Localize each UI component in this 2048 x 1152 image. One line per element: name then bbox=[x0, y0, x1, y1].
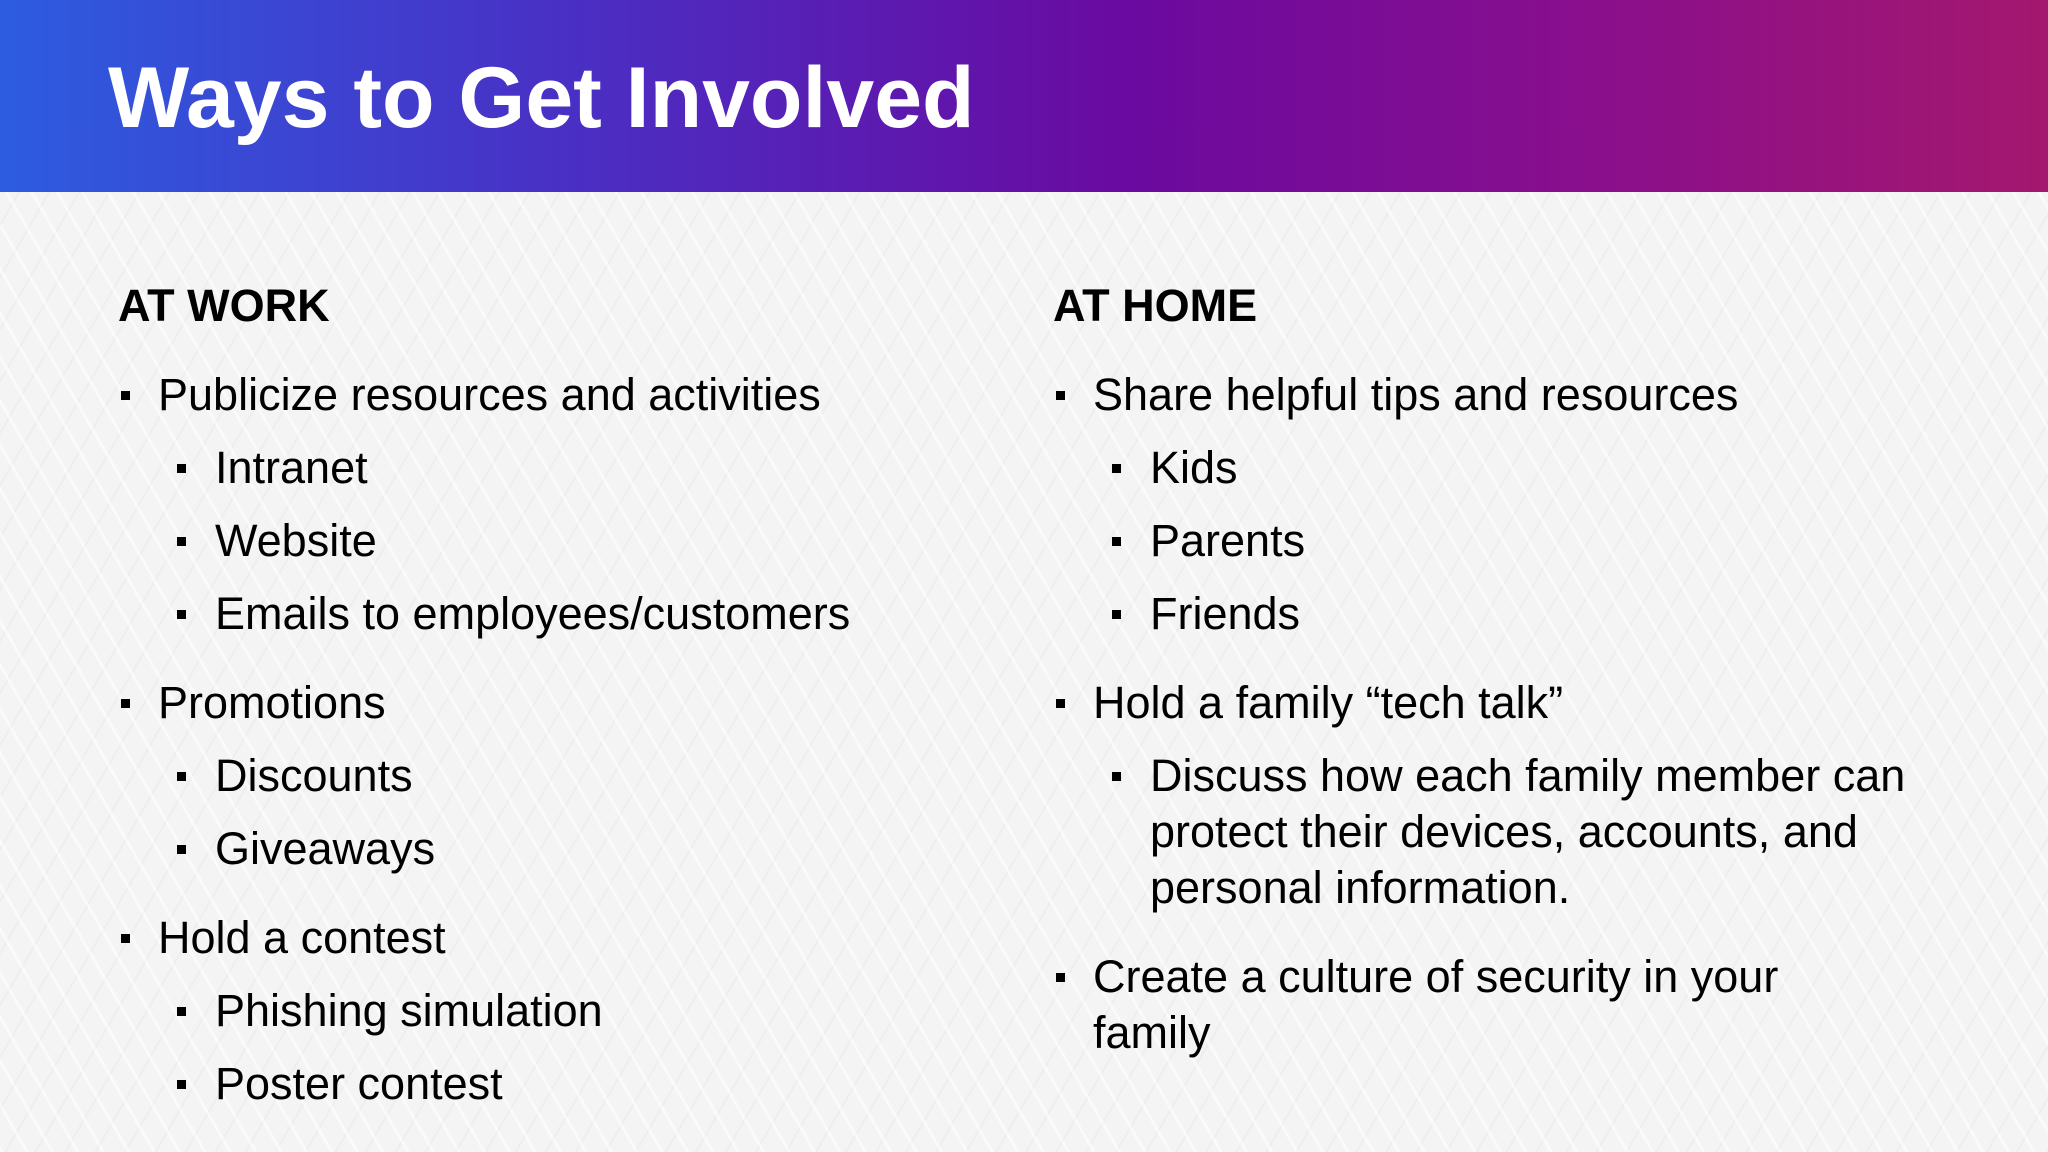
at-work-heading: AT WORK bbox=[118, 280, 330, 331]
sub-bullet-text: Parents bbox=[1150, 515, 1306, 566]
bullet-text: Hold a contest bbox=[158, 912, 446, 963]
sub-bullet-item bbox=[175, 586, 1038, 642]
square-bullet-icon bbox=[1112, 464, 1121, 473]
square-bullet-icon bbox=[177, 537, 186, 546]
sub-bullet-item bbox=[1110, 440, 1973, 496]
square-bullet-icon bbox=[121, 934, 130, 943]
bullet-group bbox=[1053, 949, 1973, 1061]
square-bullet-icon bbox=[1056, 391, 1065, 400]
square-bullet-icon bbox=[1112, 610, 1121, 619]
bullet-group bbox=[1053, 675, 1973, 916]
sub-bullet-item bbox=[175, 440, 1038, 496]
bullet-group bbox=[118, 675, 1038, 877]
square-bullet-icon bbox=[177, 610, 186, 619]
bullet-item bbox=[1053, 949, 1873, 1061]
bullet-group bbox=[118, 910, 1038, 1112]
sub-bullet-item bbox=[1110, 586, 1973, 642]
bullet-item bbox=[118, 367, 1038, 423]
sub-bullet-text: Poster contest bbox=[215, 1058, 503, 1109]
bullet-group bbox=[1053, 367, 1973, 642]
square-bullet-icon bbox=[1056, 973, 1065, 982]
sub-bullet-item bbox=[175, 748, 1038, 804]
slide-title: Ways to Get Involved bbox=[108, 50, 975, 146]
square-bullet-icon bbox=[177, 1080, 186, 1089]
bullet-text: Publicize resources and activities bbox=[158, 369, 821, 420]
sub-bullet-text: Intranet bbox=[215, 442, 368, 493]
at-home-heading: AT HOME bbox=[1053, 280, 1258, 331]
bullet-text: Create a culture of security in your family bbox=[1093, 951, 1779, 1058]
bullet-item bbox=[118, 675, 1038, 731]
sub-bullet-text: Website bbox=[215, 515, 377, 566]
bullet-text: Share helpful tips and resources bbox=[1093, 369, 1739, 420]
title-banner bbox=[0, 0, 2048, 192]
square-bullet-icon bbox=[121, 391, 130, 400]
sub-bullet-item bbox=[175, 513, 1038, 569]
sub-bullet-text: Giveaways bbox=[215, 823, 436, 874]
sub-bullet-text: Kids bbox=[1150, 442, 1238, 493]
sub-bullet-text: Friends bbox=[1150, 588, 1301, 639]
sub-bullet-text: Emails to employees/customers bbox=[215, 588, 851, 639]
bullet-text: Promotions bbox=[158, 677, 386, 728]
square-bullet-icon bbox=[1112, 537, 1121, 546]
square-bullet-icon bbox=[1056, 699, 1065, 708]
bullet-item bbox=[1053, 675, 1973, 731]
sub-bullet-text: Discuss how each family member can protect their devices, accounts, and personal information. bbox=[1150, 750, 1906, 913]
square-bullet-icon bbox=[177, 1007, 186, 1016]
sub-bullet-item bbox=[175, 821, 1038, 877]
bullet-group bbox=[118, 367, 1038, 642]
square-bullet-icon bbox=[177, 772, 186, 781]
at-home-column bbox=[1053, 278, 1973, 1061]
bullet-text: Hold a family “tech talk” bbox=[1093, 677, 1564, 728]
sub-bullet-item bbox=[175, 983, 1038, 1039]
sub-bullet-item bbox=[175, 1056, 1038, 1112]
sub-bullet-item bbox=[1110, 513, 1973, 569]
bullet-item bbox=[118, 910, 1038, 966]
sub-bullet-text: Phishing simulation bbox=[215, 985, 603, 1036]
bullet-item bbox=[1053, 367, 1973, 423]
square-bullet-icon bbox=[121, 699, 130, 708]
sub-bullet-item bbox=[1110, 748, 1930, 916]
sub-bullet-text: Discounts bbox=[215, 750, 413, 801]
square-bullet-icon bbox=[177, 464, 186, 473]
square-bullet-icon bbox=[1112, 772, 1121, 781]
at-work-column bbox=[118, 278, 1038, 1112]
square-bullet-icon bbox=[177, 845, 186, 854]
